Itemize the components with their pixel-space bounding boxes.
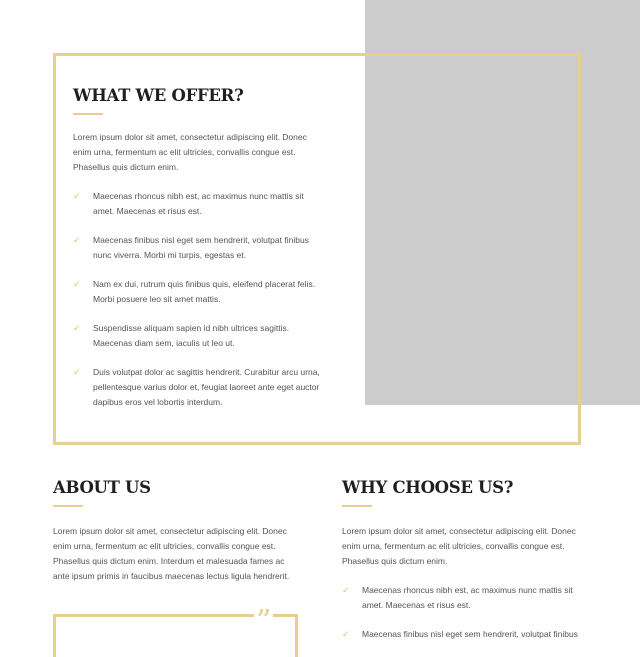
list-item: ✓ Nam ex dui, rutrum quis finibus quis, eleifend placerat felis. Morbi posuere leo sit amet mattis. — [73, 279, 316, 304]
section-title: WHAT WE OFFER? — [73, 86, 244, 105]
list-item: ✓ Maecenas finibus nisl eget sem hendrerit, volutpat finibus nunc viverra. Morbi mi turpis, egestas et. — [73, 235, 309, 260]
check-icon: ✓ — [73, 323, 81, 333]
title-underline — [342, 505, 372, 507]
list-item: ✓ Maecenas rhoncus nibh est, ac maximus nunc mattis sit amet. Maecenas et risus est. — [342, 585, 573, 610]
check-icon: ✓ — [73, 235, 81, 245]
check-icon: ✓ — [342, 629, 350, 639]
title-underline — [53, 505, 83, 507]
list-item: ✓ Maecenas finibus nisl eget sem hendrerit, volutpat finibus — [342, 627, 594, 642]
section-title: ABOUT US — [53, 478, 151, 497]
list-item: ✓ Duis volutpat dolor ac sagittis hendrerit. Curabitur arcu urna, pellentesque varius dolor et, feugiat laoreet ante eget auctor dapibus eros vel lobortis interdum. — [73, 367, 320, 407]
about-text: Lorem ipsum dolor sit amet, consectetur adipiscing elit. Donec enim urna, fermentum ac elit ultricies, convallis congue est. Phasellus quis dictum enim. Interdum et malesuada fames ac ante ipsum primis in faucibus maecenas lectus ligula hendrerit. — [53, 526, 290, 581]
section-intro: Lorem ipsum dolor sit amet, consectetur adipiscing elit. Donec enim urna, fermentum ac elit ultricies, convallis congue est. Phasellus quis dictum enim. — [342, 526, 576, 566]
check-icon: ✓ — [73, 367, 81, 377]
check-icon: ✓ — [73, 279, 81, 289]
check-icon: ✓ — [342, 585, 350, 595]
list-item: ✓ Maecenas rhoncus nibh est, ac maximus nunc mattis sit amet. Maecenas et risus est. — [73, 191, 304, 216]
section-intro: Lorem ipsum dolor sit amet, consectetur adipiscing elit. Donec enim urna, fermentum ac elit ultricies, convallis congue est. Phasellus quis dictum enim. — [73, 132, 307, 172]
list-item: ✓ Suspendisse aliquam sapien id nibh ultrices sagittis. Maecenas diam sem, iaculis ut leo ut. — [73, 323, 290, 348]
quote-mark-icon: ” — [256, 604, 272, 639]
section-title: WHY CHOOSE US? — [342, 478, 514, 497]
check-icon: ✓ — [73, 191, 81, 201]
title-underline — [73, 113, 103, 115]
why-list — [342, 583, 594, 642]
what-we-offer-section — [56, 56, 365, 439]
offer-list — [73, 189, 325, 410]
